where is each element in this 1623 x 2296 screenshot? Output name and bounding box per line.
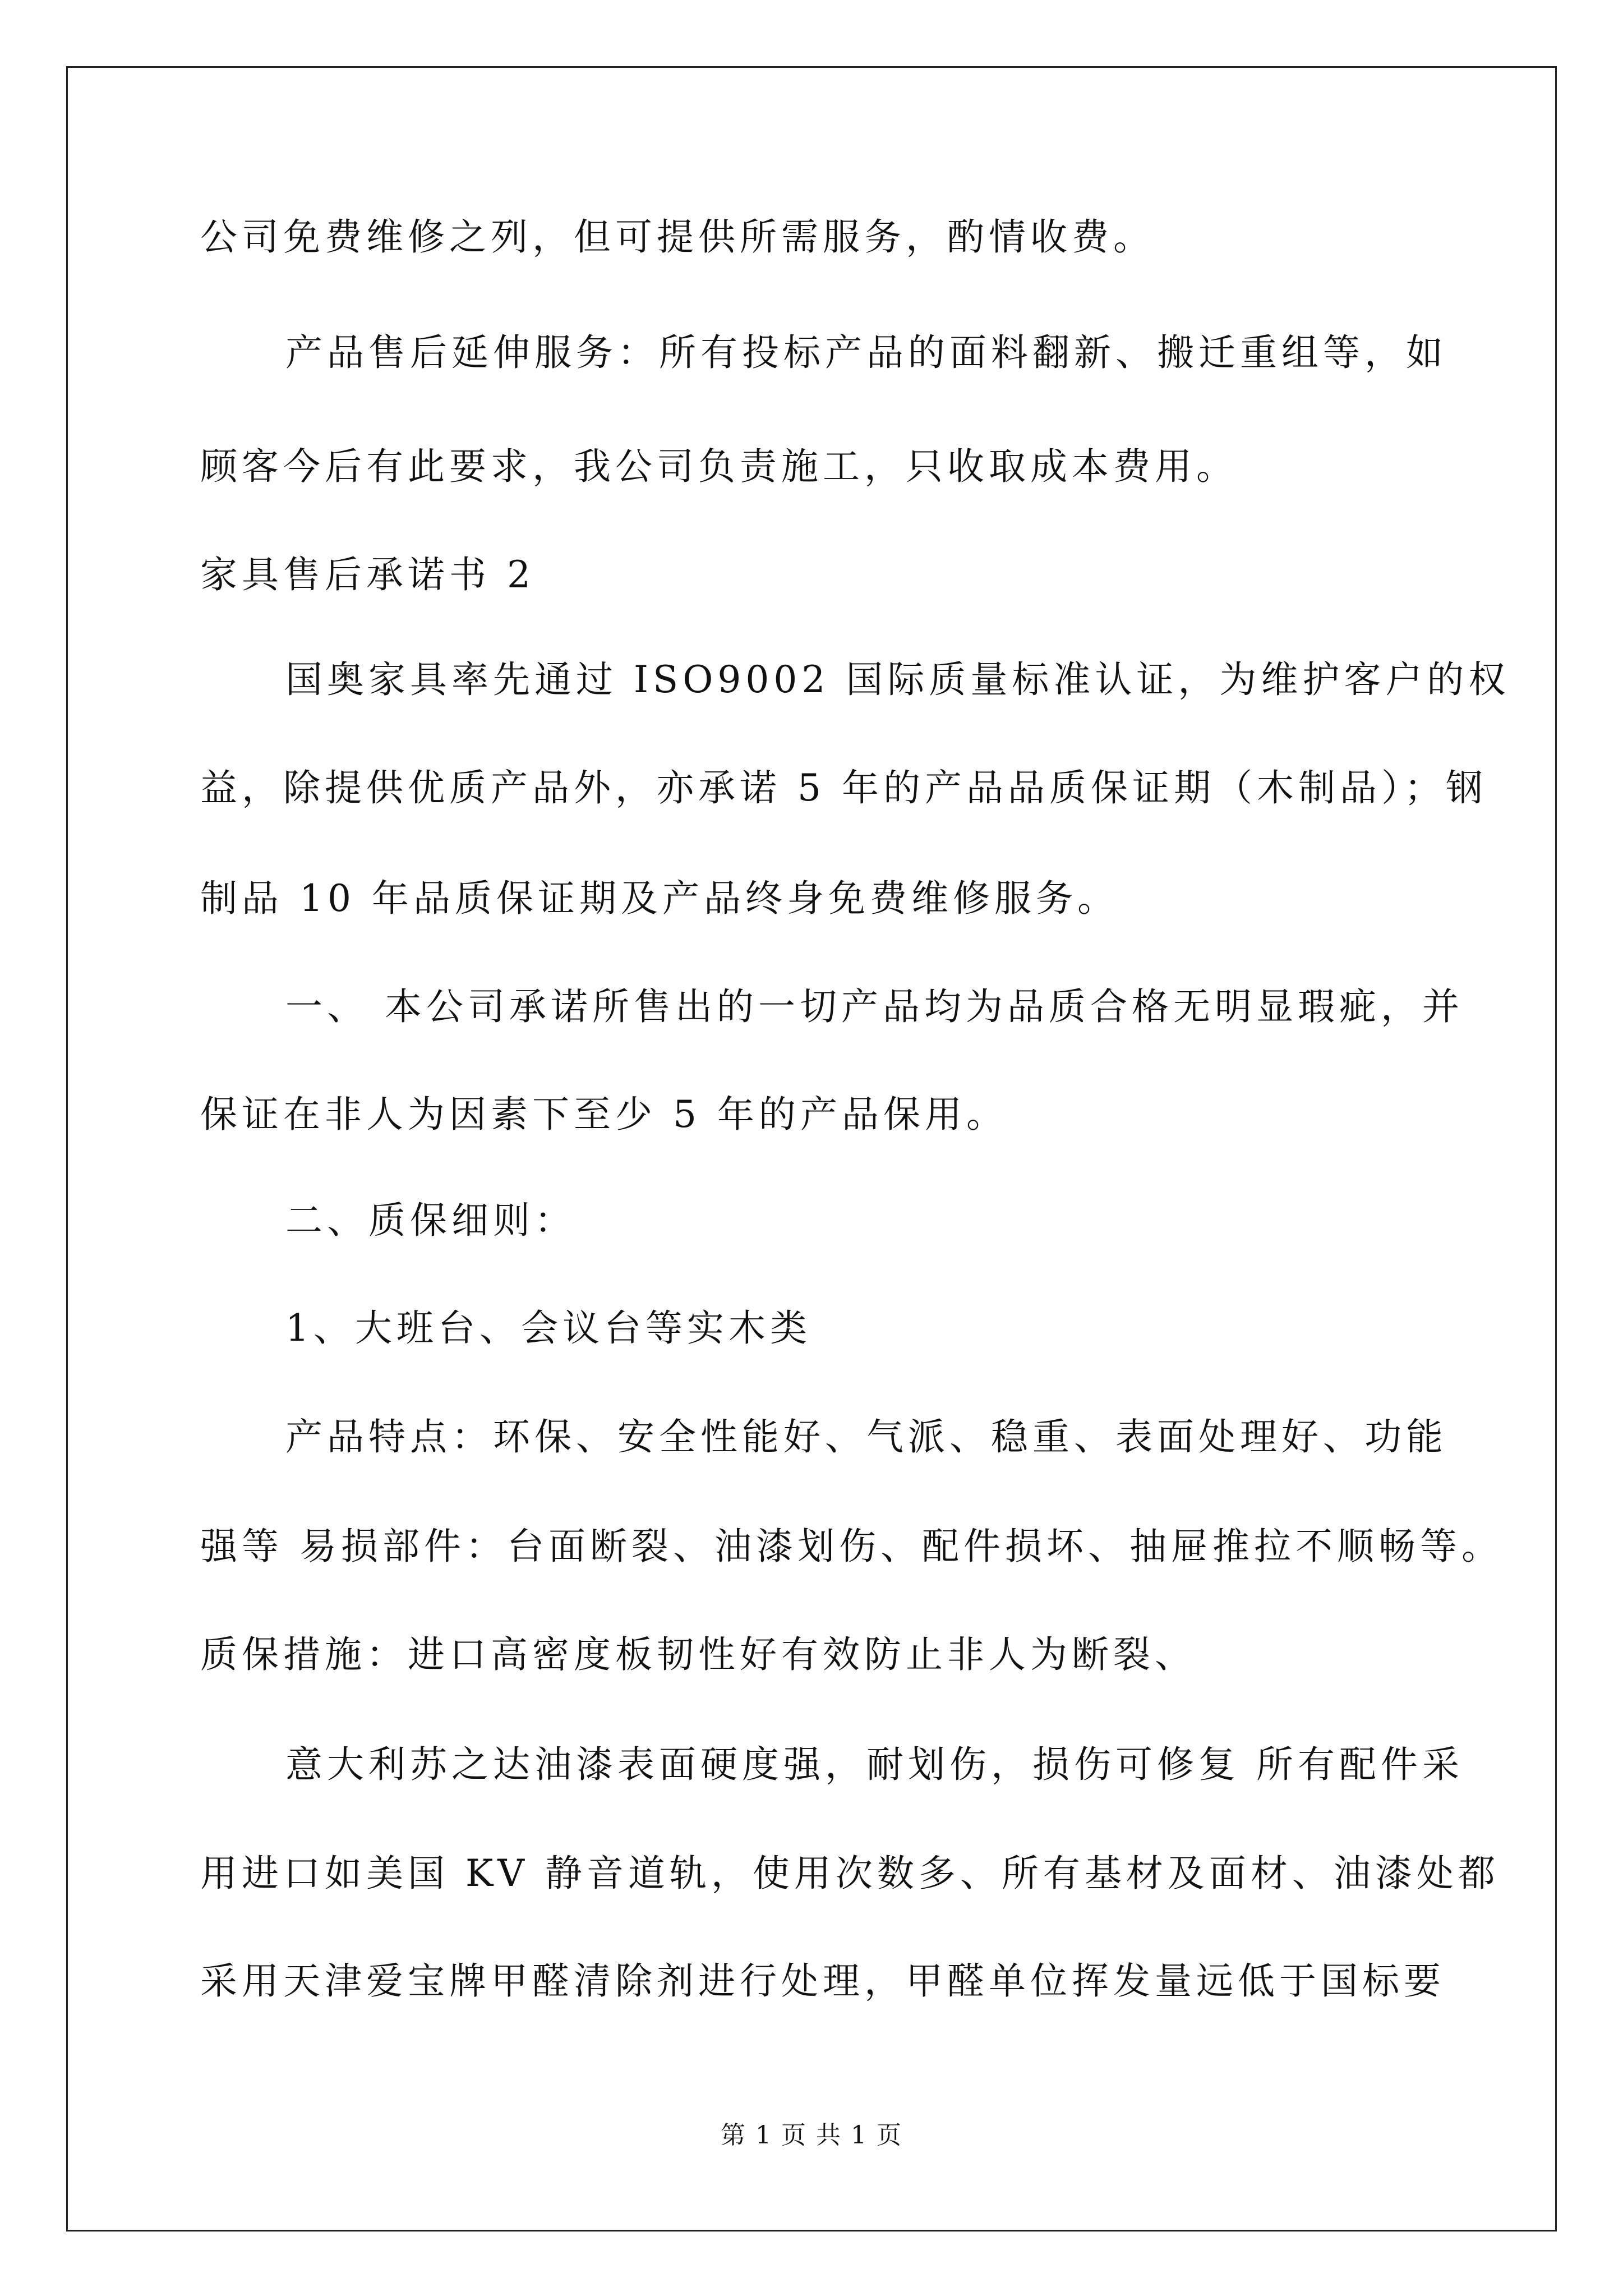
paragraph-line: 产品特点：环保、安全性能好、气派、稳重、表面处理好、功能 bbox=[285, 1415, 1447, 1458]
paragraph-line: 益，除提供优质产品外，亦承诺 5 年的产品品质保证期（木制品）；钢 bbox=[200, 766, 1487, 809]
paragraph-line: 二、质保细则： bbox=[285, 1199, 576, 1242]
paragraph-line: 制品 10 年品质保证期及产品终身免费维修服务。 bbox=[200, 877, 1119, 920]
paragraph-line: 质保措施：进口高密度板韧性好有效防止非人为断裂、 bbox=[200, 1633, 1196, 1676]
section-heading: 家具售后承诺书 2 bbox=[200, 553, 535, 596]
paragraph-line: 国奥家具率先通过 ISO9002 国际质量标准认证，为维护客户的权 bbox=[285, 658, 1510, 701]
paragraph-line: 产品售后延伸服务：所有投标产品的面料翻新、搬迁重组等，如 bbox=[285, 331, 1447, 374]
paragraph-line: 顾客今后有此要求，我公司负责施工，只收取成本费用。 bbox=[200, 445, 1238, 488]
paragraph-line: 1、大班台、会议台等实木类 bbox=[285, 1306, 811, 1350]
paragraph-line: 采用天津爱宝牌甲醛清除剂进行处理，甲醛单位挥发量远低于国标要 bbox=[200, 1959, 1445, 2003]
page-border bbox=[66, 66, 1557, 2231]
paragraph-line: 公司免费维修之列，但可提供所需服务，酌情收费。 bbox=[200, 215, 1155, 259]
page-footer: 第 1 页 共 1 页 bbox=[721, 2121, 902, 2150]
paragraph-line: 强等 易损部件：台面断裂、油漆划伤、配件损坏、抽屉推拉不顺畅等。 bbox=[200, 1525, 1503, 1568]
paragraph-line: 一、 本公司承诺所售出的一切产品均为品质合格无明显瑕疵，并 bbox=[285, 985, 1464, 1028]
paragraph-line: 用进口如美国 KV 静音道轨，使用次数多、所有基材及面材、油漆处都 bbox=[200, 1852, 1500, 1895]
paragraph-line: 保证在非人为因素下至少 5 年的产品保用。 bbox=[200, 1093, 1008, 1136]
paragraph-line: 意大利苏之达油漆表面硬度强，耐划伤，损伤可修复 所有配件采 bbox=[285, 1743, 1464, 1786]
